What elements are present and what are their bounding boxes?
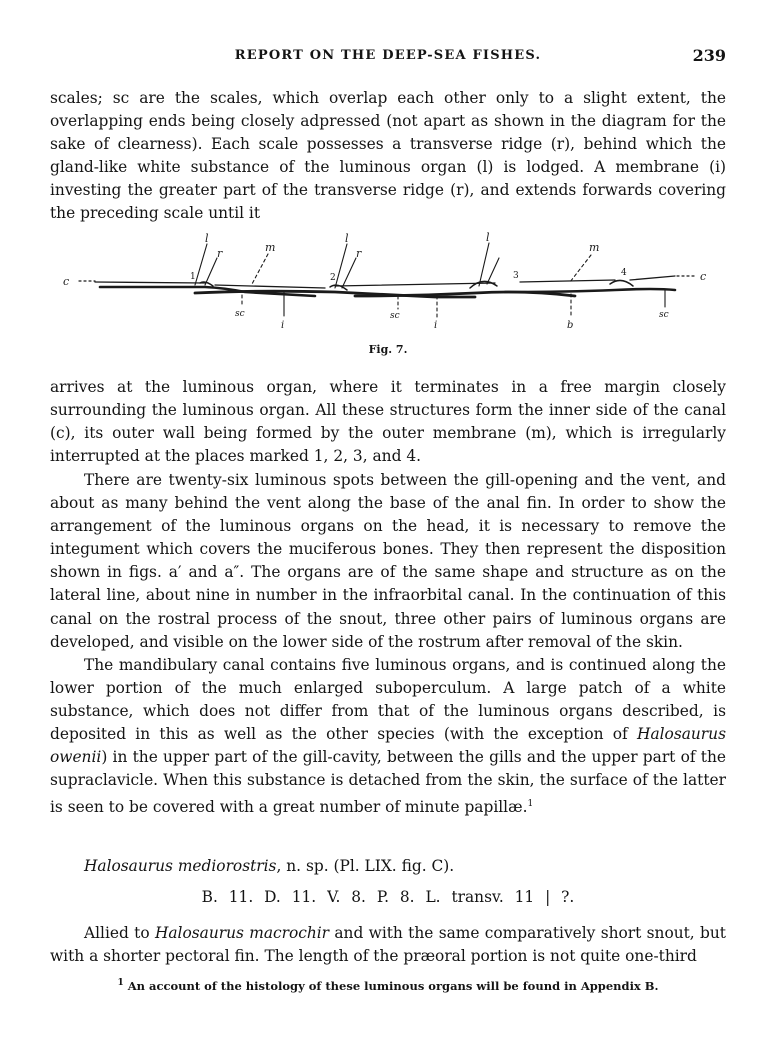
species-heading — [84, 857, 454, 875]
species-name: Halosaurus mediorostris — [84, 857, 277, 875]
footnote-reference: 1 — [527, 798, 534, 809]
leader-l — [195, 244, 207, 285]
fig-label-l: l — [205, 232, 209, 245]
leader-m — [252, 254, 268, 284]
leader-r — [205, 258, 217, 285]
paragraph-luminous-organ: arrives at the luminous organ, where it terminates in a free margin closely surrounding the luminous organ. All these structures form the inner side of the canal (c), its outer wall being formed by the outer membrane (m), which is irregularly interrupted at the places marked 1, 2, 3, and 4. — [50, 378, 726, 466]
running-title: REPORT ON THE DEEP-SEA FISHES. — [234, 48, 542, 63]
fig-label-i: i — [281, 320, 285, 331]
species-name: Halosaurus owenii — [50, 725, 726, 767]
fig-label-i: i — [434, 320, 438, 331]
leader-m — [570, 255, 591, 282]
fig-label-1: 1 — [190, 272, 196, 282]
paragraph-mandibulary-canal — [50, 654, 726, 819]
paragraph-text: ) in the upper part of the gill-cavity, between the gills and the upper part of the supraclavicle. When this substance is detached from the skin, the surface of the latter is seen to be covered with a great number of minute papillæ. — [50, 748, 726, 816]
fig-label-3: 3 — [513, 271, 519, 281]
fig-label-4: 4 — [621, 268, 627, 278]
paragraph-text: The mandibulary canal contains five luminous organs, and is continued along the lower portion of the much enlarged suboperculum. A large patch of a white substance, which does not differ from that of the luminous organs described, is deposited in this as well as the other species (with the exception of — [50, 656, 726, 744]
fig-label-l: l — [486, 231, 490, 244]
paragraph-scales: scales; sc are the scales, which overlap each other only to a slight extent, the overlapping ends being closely adpressed (not apart as shown in the diagram for the sake of clearness). Each scale possesses a transverse ridge (r), behind which the gland-like white substance of the luminous organ (l) is lodged. A membrane (i) investing the greater part of the transverse ridge (r), and extends forwards covering the preceding scale until it — [50, 89, 726, 223]
footnote — [0, 978, 776, 993]
scale-line — [505, 289, 675, 292]
fig-label-m: m — [265, 241, 276, 254]
footnote-text: An account of the histology of these luminous organs will be found in Appendix B. — [127, 978, 659, 993]
fig-label-2: 2 — [330, 273, 336, 283]
fig-label-sc: sc — [390, 311, 400, 321]
fig-label-r: r — [356, 247, 362, 260]
figure-caption: Fig. 7. — [368, 343, 408, 356]
fig-label-c-left: c — [63, 275, 70, 288]
ridge — [610, 280, 633, 286]
fig-label-sc: sc — [235, 309, 245, 319]
fig-label-r: r — [217, 247, 223, 260]
fig-label-m: m — [589, 241, 600, 254]
figure-7-diagram — [55, 230, 715, 345]
species-name: Halosaurus macrochir — [154, 924, 330, 942]
fig-label-b: b — [567, 320, 574, 331]
paragraph-text: and with the same comparatively short snout, but with a shorter pectoral fin. The length of the præoral portion is not quite one-third — [50, 924, 726, 966]
species-heading-rest: , n. sp. (Pl. LIX. fig. C). — [276, 857, 455, 875]
fig-label-c-right: c — [700, 270, 707, 283]
fig-label-sc: sc — [659, 310, 669, 320]
paragraph-luminous-spots: There are twenty-six luminous spots between the gill-opening and the vent, and about as many behind the vent along the base of the anal fin. In order to show the arrangement of the luminous organs on the head, it is necessary to remove the integument which covers the muciferous bones. They then represent the disposition shown in figs. a′ and a″. The organs are of the same shape and structure as on the lateral line, about nine in number in the infraorbital canal. In the continuation of this canal on the rostral process of the snout, three other pairs of luminous organs are developed, and visible on the lower side of the rostrum after removal of the skin. — [50, 471, 726, 651]
fig-label-l: l — [345, 232, 349, 245]
leader-l — [479, 243, 489, 286]
paragraph-allied — [50, 922, 726, 968]
leader-r — [342, 258, 356, 288]
page-number: 239 — [692, 46, 726, 65]
leader-r — [487, 258, 499, 284]
paragraph-text: Allied to — [84, 924, 150, 942]
footnote-mark: 1 — [117, 978, 124, 988]
running-header — [50, 48, 726, 70]
fin-formula: B. 11. D. 11. V. 8. P. 8. L. transv. 11 | ?. — [201, 888, 575, 906]
